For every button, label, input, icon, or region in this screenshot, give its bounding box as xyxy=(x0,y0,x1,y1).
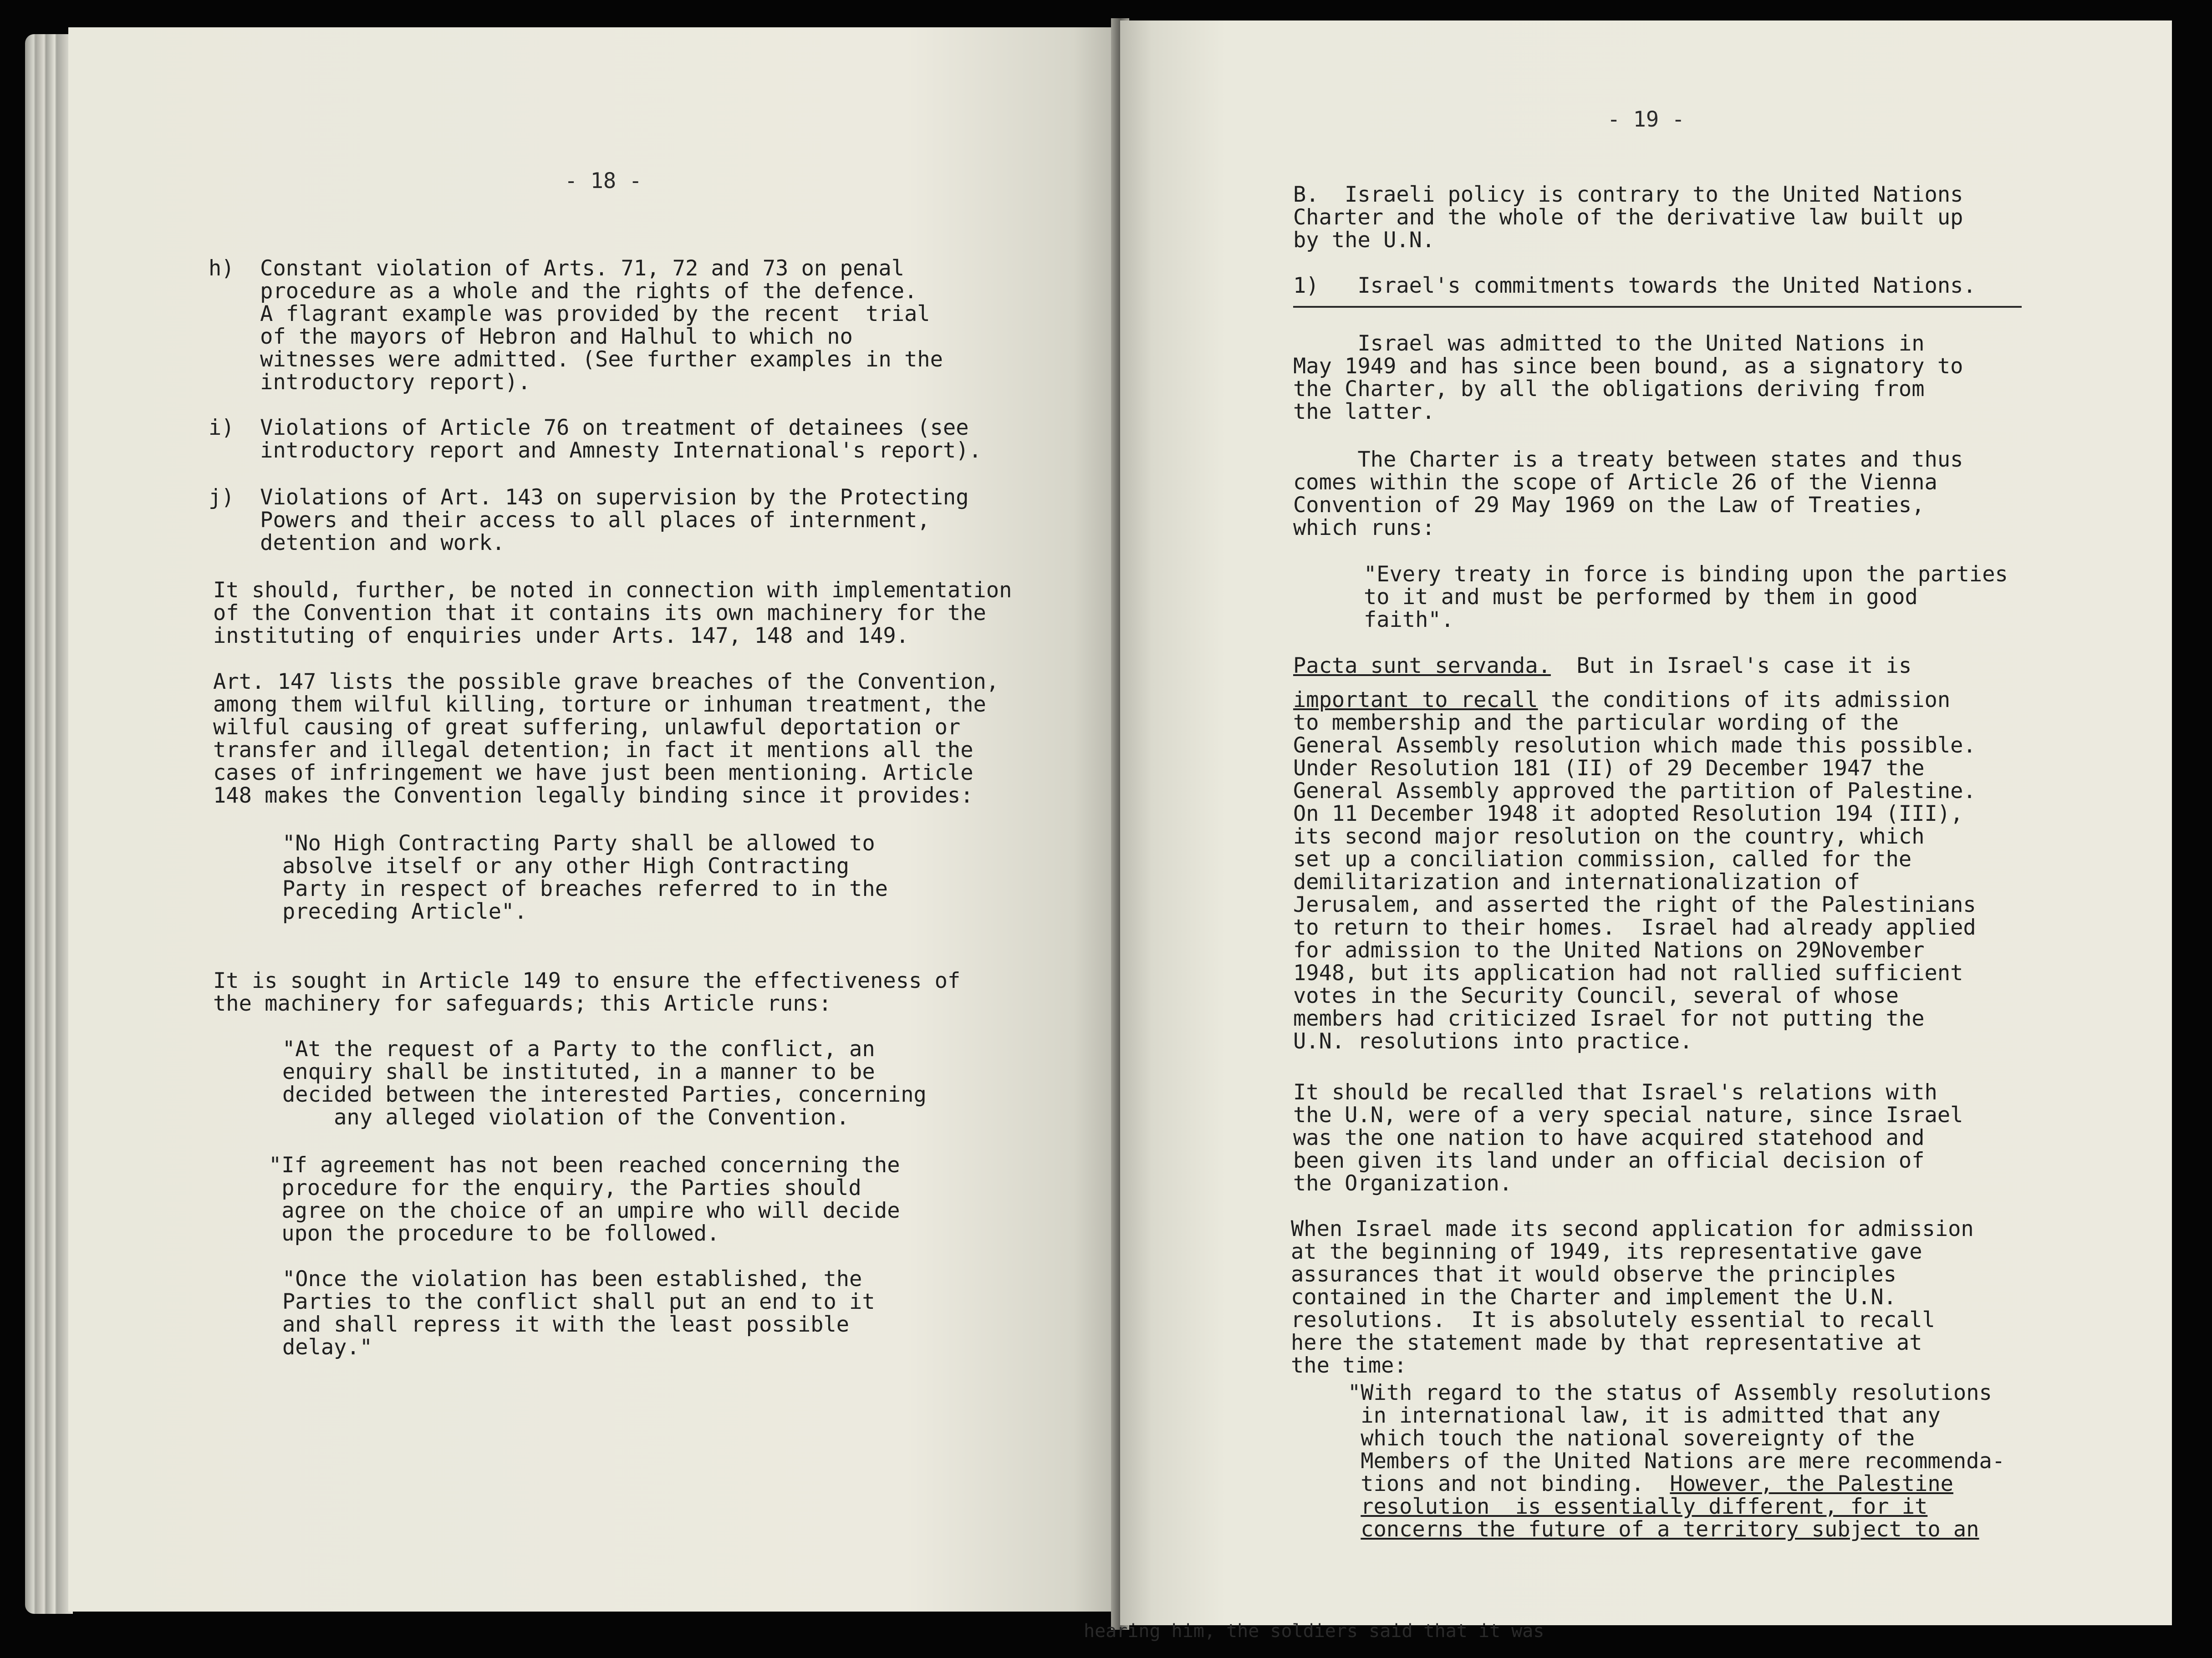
left-paragraph-3: It is sought in Article 149 to ensure the effectiveness of the machinery for safeguards; this Article runs: xyxy=(213,968,961,1016)
page-number-right: - 19 - xyxy=(1607,107,1685,132)
left-quote-4: "Once the violation has been established, the Parties to the conflict shall put an end to it and shall repress it with the least possible delay." xyxy=(282,1266,875,1360)
right-paragraph-3 xyxy=(1293,689,1976,1053)
quote-2-underlined-3: concerns the future of a territory subject to an xyxy=(1361,1517,1979,1542)
right-quote-1: "Every treaty in force is binding upon the parties to it and must be performed by them in good faith". xyxy=(1364,562,2008,632)
right-paragraph-3-rest: the conditions of its admission to membership and the particular wording of the General Assembly resolution which made this possible. Under Resolution 181 (II) of 29 December 1947 the General Assembly approved the partition of Palestine. On 11 December 1948 it adopted Resolution 194 (III), its second major resolution on the country, which set up a conciliation commission, called for the demilitarization and internationalization of Jerusalem, and asserted the right of the Palestinians to return to their homes. Israel had already applied for admission to the United Nations on 29November 1948, but its application had not rallied sufficient votes in the Security Council, several of whose members had criticized Israel for not putting the U.N. resolutions into practice. xyxy=(1293,687,1976,1054)
heading-underline xyxy=(1293,306,2022,308)
right-paragraph-5: When Israel made its second application for admission at the beginning of 1949, its representative gave assurances that it would observe the principles contained in the Charter and implement the U.N. resolutions. It is absolutely essential to recall here the statement made by that representative at the time: xyxy=(1291,1216,1974,1378)
left-quote-1: "No High Contracting Party shall be allowed to absolve itself or any other High Contracting Party in respect of breaches referred to in the preceding Article". xyxy=(282,831,888,924)
right-page xyxy=(1120,20,2172,1625)
item-j: j) Violations of Art. 143 on supervision by the Protecting Powers and their access to all places of internment, detention and work. xyxy=(209,485,969,555)
pacta-line xyxy=(1293,655,1911,677)
page-number-left: - 18 - xyxy=(565,168,642,193)
left-quote-3: "If agreement has not been reached concerning the procedure for the enquiry, the Parties should agree on the choice of an umpire who will decide upon the procedure to be followed. xyxy=(269,1153,900,1246)
quote-2-underlined-1: However, the Palestine xyxy=(1670,1471,1953,1496)
right-paragraph-2: The Charter is a treaty between states and thus comes within the scope of Article 26 of the Vienna Convention of 29 May 1969 on the Law of Treaties, which runs: xyxy=(1293,447,1963,540)
item-h: h) Constant violation of Arts. 71, 72 and 73 on penal procedure as a whole and the rights of the defence. A flagrant example was provided by the recent trial of the mayors of Hebron and Halhul to which no witnesses were admitted. (See further examples in the introductory report). xyxy=(209,256,943,395)
left-paragraph-2: Art. 147 lists the possible grave breaches of the Convention, among them wilful killing, torture or inhuman treatment, the wilful causing of great suffering, unlawful deportation or transfer and illegal detention; in fact it mentions all the cases of infringement we have just been mentioning. Article 148 makes the Convention legally binding since it provides: xyxy=(213,669,999,808)
important-to-recall: important to recall xyxy=(1293,687,1538,712)
left-quote-2: "At the request of a Party to the conflict, an enquiry shall be instituted, in a manner to be decided between the interested Parties, concerning any alleged violation of the Convention. xyxy=(282,1037,927,1130)
item-i: i) Violations of Article 76 on treatment of detainees (see introductory report and Amnesty International's report). xyxy=(209,415,982,463)
pacta-sunt-servanda: Pacta sunt servanda. xyxy=(1293,653,1551,678)
page-edge-stack xyxy=(25,34,73,1614)
right-paragraph-4: It should be recalled that Israel's relations with the U.N, were of a very special nature, since Israel was the one nation to have acquired statehood and been given its land under an official decision of the Organization. xyxy=(1293,1080,1963,1196)
right-paragraph-1: Israel was admitted to the United Nations in May 1949 and has since been bound, as a signatory to the Charter, by all the obligations deriving from the latter. xyxy=(1293,331,1963,424)
heading-1: 1) Israel's commitments towards the United Nations. xyxy=(1293,273,1976,298)
quote-2-underlined-2: resolution is essentially different, for it xyxy=(1361,1494,1928,1519)
quote-2-plain: "With regard to the status of Assembly resolutions in international law, it is admitted that any which touch the national sovereignty of the Members of the United Nations are mere recommenda- tions and not binding. xyxy=(1348,1380,2005,1496)
next-page-bleed-text: hearing him, the soldiers said that it was xyxy=(1084,1621,1544,1642)
right-quote-2 xyxy=(1348,1382,2005,1541)
pacta-line-rest: But in Israel's case it is xyxy=(1550,653,1912,678)
section-b: B. Israeli policy is contrary to the United Nations Charter and the whole of the derivative law built up by the U.N. xyxy=(1293,182,1963,253)
left-paragraph-1: It should, further, be noted in connection with implementation of the Convention that it contains its own machinery for the instituting of enquiries under Arts. 147, 148 and 149. xyxy=(213,578,1012,648)
left-page xyxy=(68,27,1116,1612)
